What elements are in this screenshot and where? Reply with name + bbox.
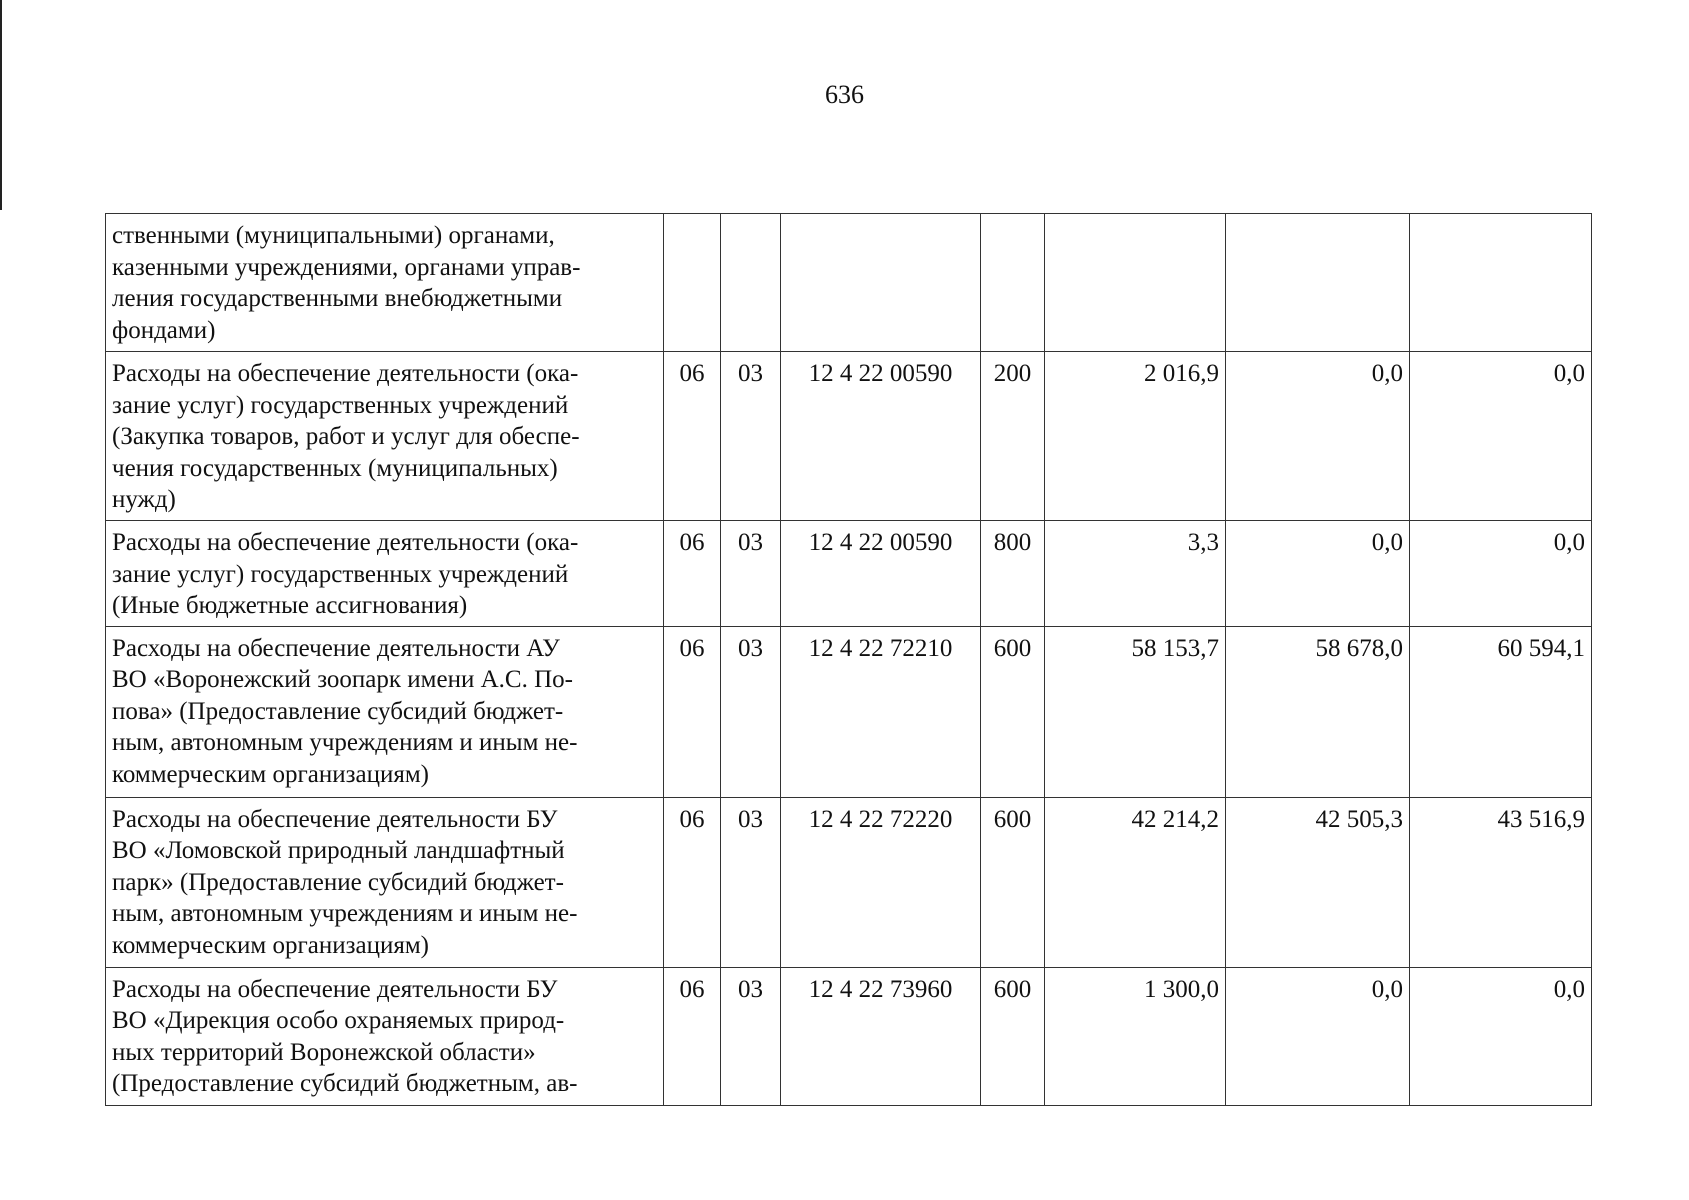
amount-year-2: 42 505,3 xyxy=(1226,797,1410,967)
expense-type-code: 200 xyxy=(981,352,1045,521)
section-code xyxy=(664,214,721,352)
expense-type-code xyxy=(981,214,1045,352)
expense-type-code: 600 xyxy=(981,967,1045,1105)
target-article-code: 12 4 22 73960 xyxy=(781,967,981,1105)
row-description: ственными (муниципальными) органами, казенными учреждениями, органами управ- ления государственными внебюджетными фондами) xyxy=(106,214,664,352)
amount-year-1: 42 214,2 xyxy=(1045,797,1226,967)
row-description: Расходы на обеспечение деятельности БУ ВО «Дирекция особо охраняемых природ- ных территорий Воронежской области» (Предоставление субсидий бюджетным, ав- xyxy=(106,967,664,1105)
amount-year-2: 0,0 xyxy=(1226,521,1410,627)
amount-year-1: 3,3 xyxy=(1045,521,1226,627)
expense-type-code: 800 xyxy=(981,521,1045,627)
amount-year-3: 0,0 xyxy=(1410,521,1592,627)
amount-year-1 xyxy=(1045,214,1226,352)
subsection-code: 03 xyxy=(721,797,781,967)
expense-type-code: 600 xyxy=(981,797,1045,967)
table-row xyxy=(106,967,1592,1105)
subsection-code: 03 xyxy=(721,521,781,627)
table-row xyxy=(106,214,1592,352)
target-article-code: 12 4 22 72220 xyxy=(781,797,981,967)
subsection-code xyxy=(721,214,781,352)
amount-year-2 xyxy=(1226,214,1410,352)
row-description: Расходы на обеспечение деятельности (ока- зание услуг) государственных учреждений (Закупка товаров, работ и услуг для обеспе- чения государственных (муниципальных) нужд) xyxy=(106,352,664,521)
amount-year-2: 0,0 xyxy=(1226,352,1410,521)
table-row xyxy=(106,797,1592,967)
row-description: Расходы на обеспечение деятельности АУ ВО «Воронежский зоопарк имени А.С. По- пова» (Предоставление субсидий бюджет- ным, автономным учреждениям и иным не- коммерческим организациям) xyxy=(106,626,664,797)
target-article-code: 12 4 22 00590 xyxy=(781,521,981,627)
target-article-code: 12 4 22 00590 xyxy=(781,352,981,521)
section-code: 06 xyxy=(664,352,721,521)
page-number: 636 xyxy=(825,80,864,109)
section-code: 06 xyxy=(664,967,721,1105)
target-article-code xyxy=(781,214,981,352)
amount-year-3: 0,0 xyxy=(1410,967,1592,1105)
section-code: 06 xyxy=(664,521,721,627)
target-article-code: 12 4 22 72210 xyxy=(781,626,981,797)
subsection-code: 03 xyxy=(721,967,781,1105)
expense-type-code: 600 xyxy=(981,626,1045,797)
amount-year-1: 2 016,9 xyxy=(1045,352,1226,521)
section-code: 06 xyxy=(664,626,721,797)
amount-year-2: 0,0 xyxy=(1226,967,1410,1105)
row-description: Расходы на обеспечение деятельности БУ ВО «Ломовской природный ландшафтный парк» (Предоставление субсидий бюджет- ным, автономным учреждениям и иным не- коммерческим организациям) xyxy=(106,797,664,967)
section-code: 06 xyxy=(664,797,721,967)
amount-year-1: 1 300,0 xyxy=(1045,967,1226,1105)
table-row xyxy=(106,521,1592,627)
subsection-code: 03 xyxy=(721,352,781,521)
amount-year-3: 43 516,9 xyxy=(1410,797,1592,967)
budget-table xyxy=(105,213,1592,1106)
subsection-code: 03 xyxy=(721,626,781,797)
row-description: Расходы на обеспечение деятельности (ока- зание услуг) государственных учреждений (Иные бюджетные ассигнования) xyxy=(106,521,664,627)
amount-year-3: 60 594,1 xyxy=(1410,626,1592,797)
amount-year-2: 58 678,0 xyxy=(1226,626,1410,797)
amount-year-3 xyxy=(1410,214,1592,352)
amount-year-1: 58 153,7 xyxy=(1045,626,1226,797)
table-row xyxy=(106,352,1592,521)
table-row xyxy=(106,626,1592,797)
amount-year-3: 0,0 xyxy=(1410,352,1592,521)
